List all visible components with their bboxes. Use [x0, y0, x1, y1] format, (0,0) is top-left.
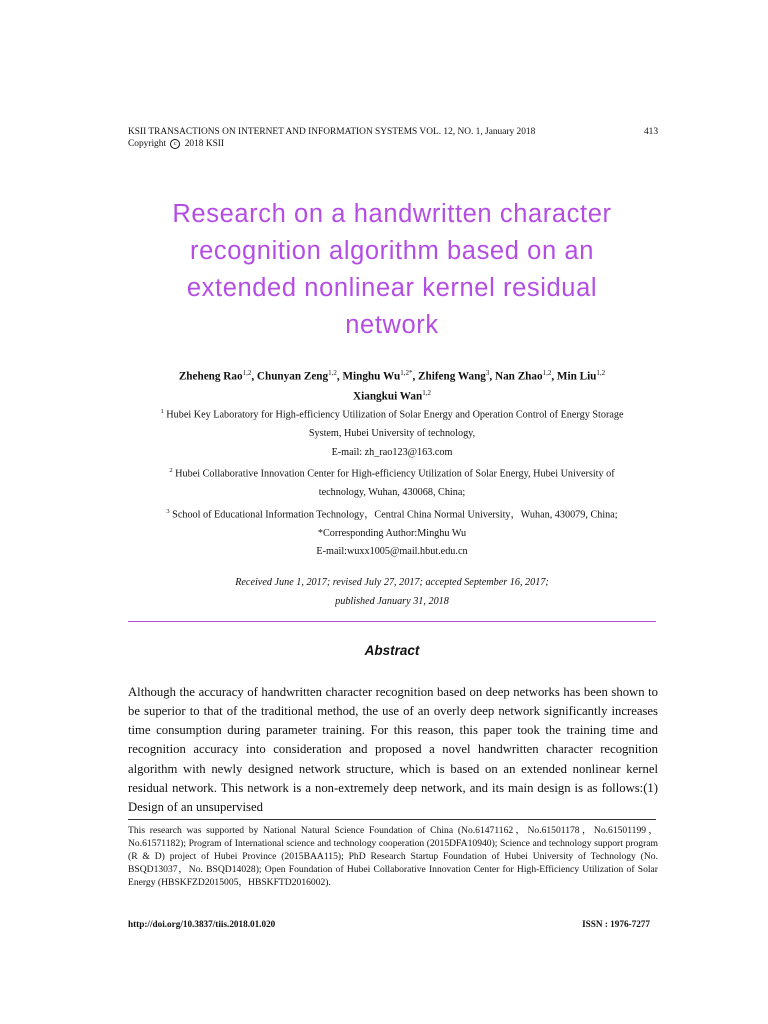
running-header — [128, 126, 658, 138]
title-line: network — [345, 311, 439, 339]
author-name: Zheheng Rao — [178, 370, 243, 383]
doi-link[interactable]: http://doi.org/10.3837/tiis.2018.01.020 — [128, 919, 276, 929]
author-name: Chunyan Zeng — [256, 370, 329, 383]
affiliation-1-email: E-mail: zh_rao123@163.com — [331, 446, 453, 458]
dates-line-1: Received June 1, 2017; revised July 27, 2017; accepted September 16, 2017; — [235, 577, 549, 588]
author-list — [128, 365, 656, 404]
author-affil: 1,2 — [328, 369, 337, 377]
author-affil: 1,2* — [400, 369, 413, 377]
abstract-heading: Abstract — [364, 643, 420, 658]
funding-footnote: This research was supported by National Natural Science Foundation of China (No.61471162，No.61501178，No.61501199，No.61571182); Program of International science and technology cooperation (2015DFA10940); Science and technology support program (R & D) project of Hubei Province (2015BAA115); PhD Research Startup Foundation of Hubei University of Technology (No. BSQD13037，No. BSQD14028); Open Foundation of Hubei Collaborative Innovation Center for High-Efficiency Utilization of Solar Energy (HBSKFZD2015005，HBSKFTD2016002). — [128, 825, 658, 888]
dates-line-2: published January 31, 2018 — [335, 596, 449, 607]
affiliation-3: $^3$ School of Educational Information Technology，Central China Normal University，Wuhan, 430079, China; — [166, 507, 618, 521]
copyright-line — [128, 139, 224, 149]
author-affil: 1,2 — [596, 369, 606, 377]
corresponding-email: E-mail:wuxx1005@mail.hbut.edu.cn — [316, 546, 468, 558]
publication-dates — [128, 573, 656, 611]
abstract-body: Although the accuracy of handwritten character recognition based on deep networks has been shown to be superior to that of the traditional method, the use of an overly deep network significantly increases time consumption during parameter training. For this reason, this paper took the training time and recognition accuracy into consideration and proposed a novel handwritten character recognition algorithm with newly designed network structure, which is based on an extended nonlinear kernel residual network. This network is a non-extremely deep network, and its main design is as follows:(1) Design of an unsupervised — [128, 685, 658, 814]
author-affil: 3 — [485, 369, 490, 377]
title-line: Research on a handwritten character — [172, 200, 612, 228]
affiliation-2-cont: technology, Wuhan, 430068, China; — [318, 487, 466, 499]
section-divider — [128, 621, 656, 622]
author-affil: 1,2 — [422, 388, 431, 397]
author-line-2 — [128, 385, 656, 405]
affiliations — [128, 403, 656, 562]
corresponding-author: *Corresponding Author:Minghu Wu — [317, 527, 467, 539]
affiliation-1-cont: System, Hubei University of technology, — [308, 427, 476, 439]
copyright-label: Copyright — [128, 139, 167, 150]
page-number: 413 — [643, 127, 658, 137]
affiliation-2: $^2$ Hubei Collaborative Innovation Center for High-efficiency Utilization of Solar Energy, Hubei University of — [169, 467, 615, 480]
journal-name: KSII TRANSACTIONS ON INTERNET AND INFORMATION SYSTEMS VOL. 12, NO. 1, January 2018 — [128, 127, 536, 137]
issn: ISSN : 1976-7277 — [582, 919, 650, 929]
author-name: Xiangkui Wan — [353, 390, 423, 403]
copyright-icon: c — [170, 139, 180, 149]
copyright-year: 2018 KSII — [184, 139, 225, 150]
title-line: extended nonlinear kernel residual — [186, 274, 598, 302]
author-name: Nan Zhao — [495, 370, 543, 383]
author-name: Zhifeng Wang — [418, 370, 486, 383]
author-name: Minghu Wu — [342, 370, 401, 383]
author-affil: 1,2 — [542, 369, 552, 377]
footnote-divider — [128, 819, 656, 820]
author-name: Min Liu — [556, 370, 597, 383]
affiliation-1: $^1$ Hubei Key Laboratory for High-efficiency Utilization of Solar Energy and Operation Control of Energy Storage — [160, 408, 624, 421]
paper-title — [128, 196, 656, 344]
author-line-1: Zheheng Rao$^{1,2}$, Chunyan Zeng$^{1,2}$, Minghu $Wu^{1,2*}$, Zhifeng Wang$^3$, Nan Zhao$^{1,2}$, Min Liu$^{1,2}$ — [178, 369, 606, 383]
title-line: recognition algorithm based on an — [190, 237, 594, 265]
author-affil: 1,2 — [242, 369, 252, 377]
